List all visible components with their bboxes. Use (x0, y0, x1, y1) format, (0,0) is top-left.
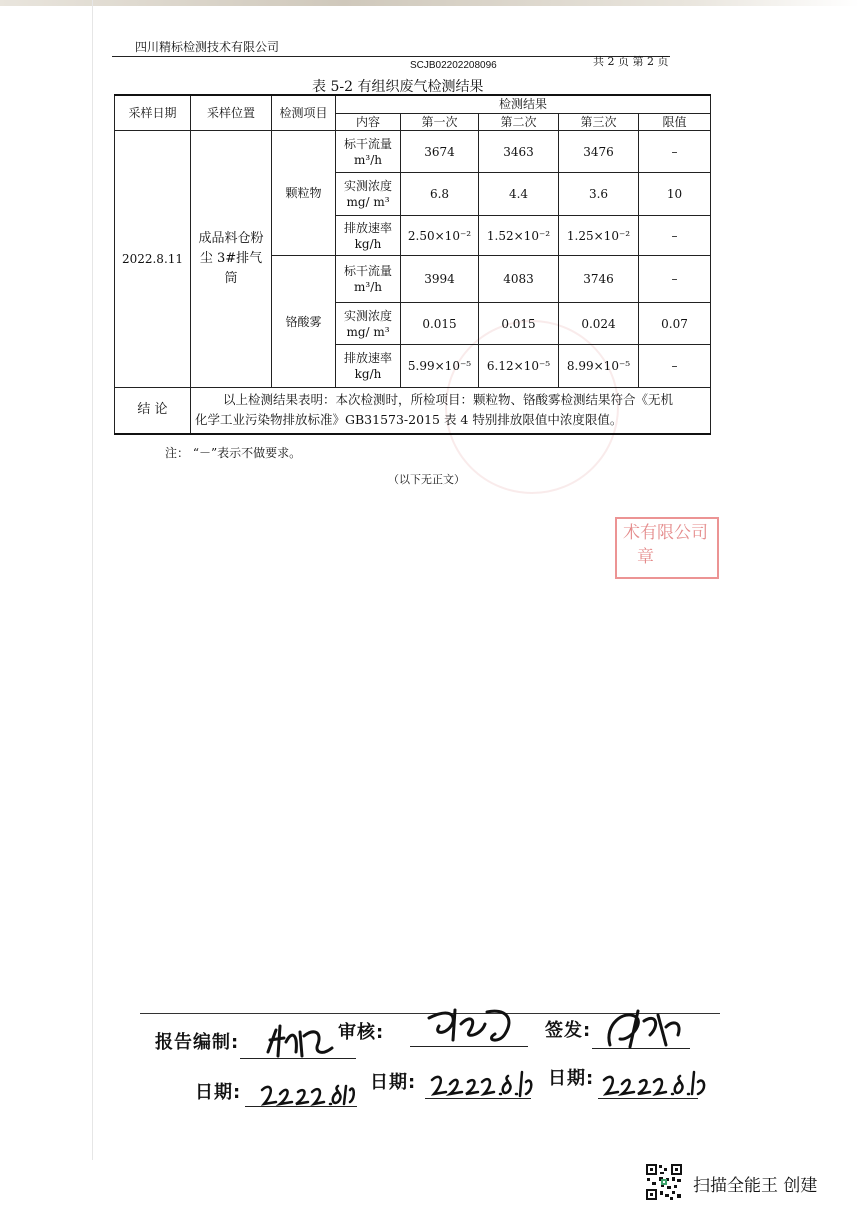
qr-code-icon (645, 1163, 683, 1201)
header-second: 第二次 (479, 113, 559, 131)
content-cell: 排放速率 kg/h (336, 345, 401, 388)
item-name: 颗粒物 (272, 131, 336, 256)
value-cell: 3746 (559, 256, 639, 303)
value-cell: 4083 (479, 256, 559, 303)
end-of-text: （以下无正文） (388, 473, 465, 486)
header-third: 第三次 (559, 113, 639, 131)
note: 注： “－”表示不做要求。 (165, 446, 302, 460)
table-title: 表 5-2 有组织废气检测结果 (312, 79, 484, 95)
sampling-location: 成品料仓粉尘 3#排气筒 (191, 131, 272, 388)
approved-signature (600, 1005, 690, 1053)
value-cell: 3476 (559, 131, 639, 173)
value-cell: 0.015 (479, 303, 559, 345)
value-cell: 2.50×10⁻² (401, 216, 479, 256)
approved-label: 签发: (545, 1020, 592, 1041)
limit-cell: – (639, 345, 711, 388)
handwritten-date-2 (428, 1068, 536, 1100)
page-info: 共 2 页 第 2 页 (593, 55, 669, 68)
value-cell: 0.024 (559, 303, 639, 345)
header-limit: 限值 (639, 113, 711, 131)
item-name: 铬酸雾 (272, 256, 336, 388)
stamp-text: 章 (637, 547, 654, 567)
conclusion-row (115, 388, 711, 434)
reviewed-signature (425, 1004, 525, 1048)
value-cell: 8.99×10⁻⁵ (559, 345, 639, 388)
header-content: 内容 (336, 113, 401, 131)
stamp-text: 术有限公司 (623, 523, 708, 543)
value-cell: 6.12×10⁻⁵ (479, 345, 559, 388)
prepared-label: 报告编制: (155, 1032, 240, 1053)
table-row (115, 131, 711, 173)
report-number: SCJB02202208096 (410, 60, 497, 71)
content-cell: 标干流量 m³/h (336, 256, 401, 303)
content-cell: 实测浓度 mg/ m³ (336, 173, 401, 216)
date-label: 日期: (548, 1068, 595, 1089)
header-date: 采样日期 (115, 95, 191, 131)
value-cell: 3674 (401, 131, 479, 173)
date-label: 日期: (370, 1072, 417, 1093)
header-rule (112, 56, 670, 57)
date-underline (598, 1098, 698, 1099)
limit-cell: 0.07 (639, 303, 711, 345)
limit-cell: – (639, 216, 711, 256)
conclusion-label: 结 论 (115, 388, 191, 434)
value-cell: 4.4 (479, 173, 559, 216)
value-cell: 6.8 (401, 173, 479, 216)
header-item: 检测项目 (272, 95, 336, 131)
reviewed-label: 审核: (338, 1022, 385, 1043)
date-label: 日期: (195, 1082, 242, 1103)
content-cell: 标干流量 m³/h (336, 131, 401, 173)
header-results: 检测结果 (336, 95, 711, 113)
content-cell: 排放速率 kg/h (336, 216, 401, 256)
results-table (114, 94, 711, 435)
company-seal-stamp (615, 517, 719, 579)
sampling-date: 2022.8.11 (115, 131, 191, 388)
footer-brand: 扫描全能王 创建 (693, 1176, 818, 1196)
limit-cell: – (639, 256, 711, 303)
value-cell: 3.6 (559, 173, 639, 216)
scan-edge (92, 0, 93, 1160)
limit-cell: – (639, 131, 711, 173)
scan-edge-shadow (0, 0, 860, 6)
value-cell: 1.25×10⁻² (559, 216, 639, 256)
header-first: 第一次 (401, 113, 479, 131)
value-cell: 5.99×10⁻⁵ (401, 345, 479, 388)
handwritten-date-1 (258, 1080, 358, 1110)
header-location: 采样位置 (191, 95, 272, 131)
handwritten-date-3 (600, 1066, 710, 1098)
limit-cell: 10 (639, 173, 711, 216)
value-cell: 1.52×10⁻² (479, 216, 559, 256)
prepared-signature (262, 1022, 342, 1062)
content-cell: 实测浓度 mg/ m³ (336, 303, 401, 345)
value-cell: 0.015 (401, 303, 479, 345)
company-name: 四川精标检测技术有限公司 (135, 40, 280, 54)
value-cell: 3994 (401, 256, 479, 303)
conclusion-text: 以上检测结果表明：本次检测时，所检项目：颗粒物、铬酸雾检测结果符合《无机 化学工业污染物排放标准》GB31573-2015 表 4 特别排放限值中浓度限值。 (191, 388, 711, 434)
value-cell: 3463 (479, 131, 559, 173)
